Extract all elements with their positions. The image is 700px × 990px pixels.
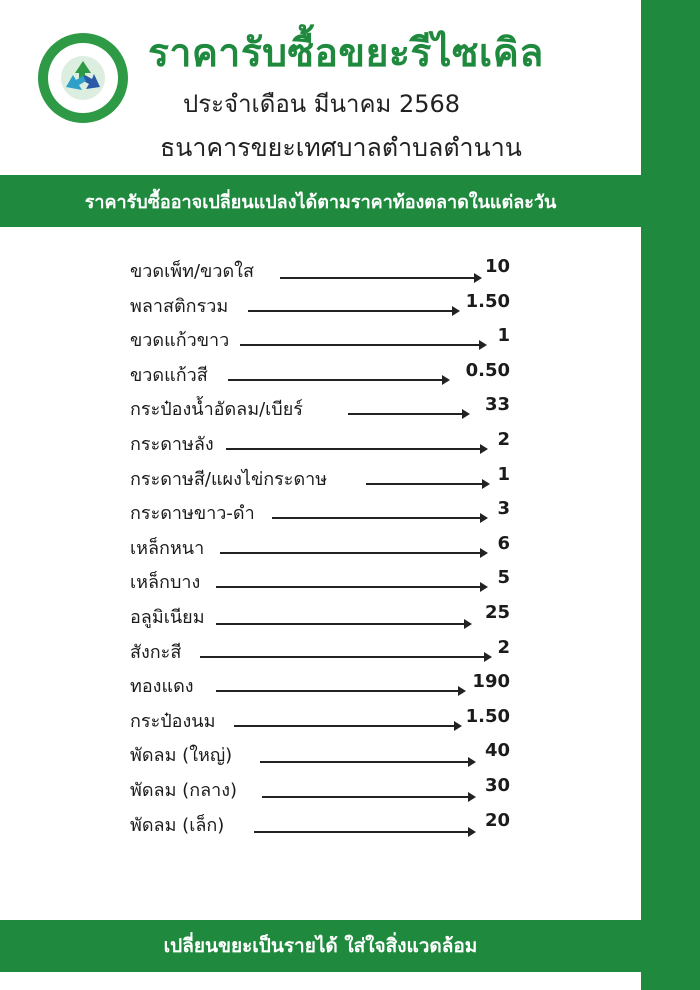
arrow-icon	[234, 725, 460, 727]
price-list	[130, 253, 510, 841]
arrow-icon	[348, 413, 468, 415]
price-row	[130, 772, 510, 807]
item-name: ขวดเพ็ท/ขวดใส	[130, 261, 254, 282]
item-name: พัดลม (ใหญ่)	[130, 745, 233, 767]
arrow-icon	[240, 344, 485, 346]
item-name: พัดลม (เล็ก)	[130, 814, 225, 836]
footer-banner	[0, 920, 641, 972]
item-price: 10	[484, 256, 510, 277]
arrow-icon	[260, 761, 474, 763]
item-price: 30	[484, 774, 510, 796]
item-name: กระดาษลัง	[130, 433, 214, 455]
arrow-icon	[216, 690, 464, 692]
price-row	[130, 530, 510, 565]
item-price: 25	[484, 601, 510, 623]
arrow-icon	[280, 277, 480, 279]
arrow-icon	[366, 483, 488, 485]
item-price: 3	[497, 498, 510, 520]
item-name: อลูมิเนียม	[130, 606, 205, 628]
price-row	[130, 253, 510, 288]
price-row	[130, 461, 510, 496]
item-name: สังกะสี	[130, 641, 182, 663]
arrow-icon	[248, 310, 458, 312]
item-price: 1	[497, 325, 510, 347]
footer-slogan: เปลี่ยนขยะเป็นรายได้ ใส่ใจสิ่งแวดล้อม	[163, 935, 478, 957]
price-row	[130, 807, 510, 842]
item-price: 1.50	[465, 705, 510, 727]
item-name: ขวดแก้วขาว	[130, 330, 230, 352]
item-name: ขวดแก้วสี	[130, 364, 208, 386]
item-price: 0.50	[465, 359, 510, 381]
price-row	[130, 322, 510, 357]
item-price: 33	[484, 394, 510, 416]
arrow-icon	[226, 448, 486, 450]
arrow-icon	[200, 656, 490, 658]
item-name: ทองแดง	[130, 676, 194, 698]
page-title: ราคารับซื้อขยะรีไซเคิล	[148, 31, 544, 76]
arrow-icon	[216, 586, 486, 588]
arrow-icon	[216, 623, 470, 625]
price-row	[130, 599, 510, 634]
organization-name: ธนาคารขยะเทศบาลตำบลตำนาน	[160, 133, 522, 162]
item-price: 5	[497, 567, 510, 589]
item-price: 2	[497, 636, 510, 658]
arrow-icon	[262, 796, 474, 798]
item-price: 20	[484, 809, 510, 831]
municipality-logo	[38, 33, 128, 123]
notice-text: ราคารับซื้ออาจเปลี่ยนแปลงได้ตามราคาท้องตลาดในแต่ละวัน	[84, 191, 557, 213]
price-row	[130, 495, 510, 530]
item-price: 1	[497, 463, 510, 485]
arrow-icon	[272, 517, 486, 519]
item-price: 190	[472, 671, 510, 693]
price-row	[130, 288, 510, 323]
arrow-icon	[220, 552, 486, 554]
item-name: กระดาษสี/แผงไข่กระดาษ	[130, 468, 328, 490]
price-row	[130, 737, 510, 772]
price-row	[130, 357, 510, 392]
price-notice-banner	[0, 175, 641, 227]
price-row	[130, 634, 510, 669]
arrow-icon	[228, 379, 448, 381]
price-row	[130, 426, 510, 461]
item-name: กระป๋องนม	[130, 710, 216, 732]
item-name: เหล็กบาง	[130, 572, 201, 594]
item-name: กระป๋องน้ำอัดลม/เบียร์	[130, 399, 303, 421]
item-price: 6	[497, 532, 510, 554]
item-name: พัดลม (กลาง)	[130, 779, 238, 801]
price-row	[130, 703, 510, 738]
price-row	[130, 391, 510, 426]
item-price: 2	[497, 428, 510, 450]
item-price: 40	[484, 740, 510, 762]
item-name: กระดาษขาว-ดำ	[130, 503, 255, 525]
price-row	[130, 564, 510, 599]
side-accent-bar	[641, 0, 700, 990]
item-price: 1.50	[465, 290, 510, 312]
item-name: พลาสติกรวม	[130, 295, 229, 317]
recycle-icon	[58, 53, 108, 103]
month-subtitle: ประจำเดือน มีนาคม 2568	[183, 90, 461, 118]
price-row	[130, 668, 510, 703]
item-name: เหล็กหนา	[130, 537, 205, 559]
arrow-icon	[254, 831, 474, 833]
